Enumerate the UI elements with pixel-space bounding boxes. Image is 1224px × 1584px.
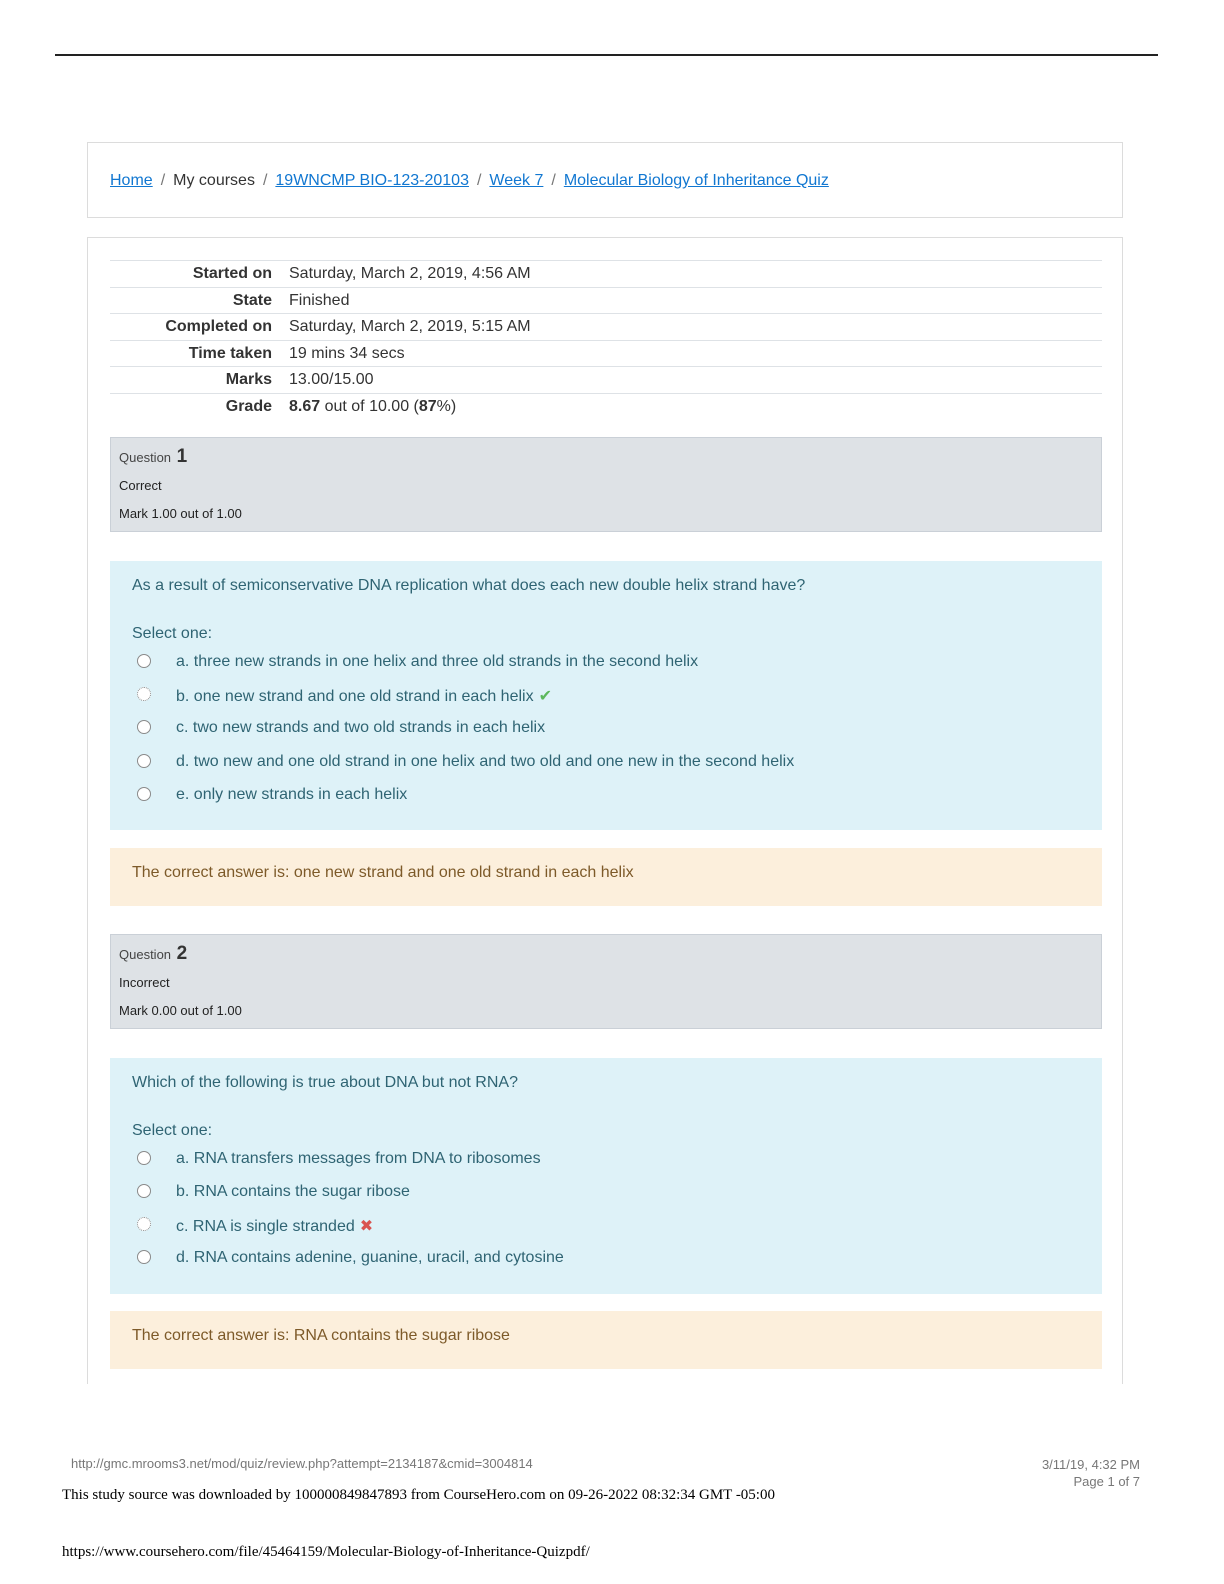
answer-label: b. RNA contains the sugar ribose — [176, 1183, 410, 1200]
grade-score: 8.67 — [289, 397, 321, 415]
feedback-text: The correct answer is: RNA contains the sugar ribose — [132, 1327, 510, 1344]
question-text: As a result of semiconservative DNA replication what does each new double helix strand have? — [132, 577, 806, 594]
radio-button[interactable] — [137, 1151, 151, 1165]
select-one-prompt: Select one: — [132, 1122, 213, 1139]
summary-label: State — [110, 287, 281, 314]
breadcrumb-separator: / — [262, 172, 268, 189]
correct-answer-feedback — [110, 1311, 1102, 1369]
breadcrumb-separator: / — [551, 172, 556, 189]
radio-button[interactable] — [137, 1250, 151, 1264]
summary-label: Grade — [110, 393, 281, 419]
summary-value: Finished — [281, 287, 1102, 314]
attempt-summary-table — [110, 260, 1102, 419]
radio-button[interactable] — [137, 720, 151, 734]
radio-button[interactable] — [137, 654, 151, 668]
answer-label: a. three new strands in one helix and three old strands in the second helix — [176, 653, 699, 670]
question-mark: Mark 1.00 out of 1.00 — [119, 506, 242, 521]
radio-button[interactable] — [137, 1184, 151, 1198]
summary-label: Time taken — [110, 340, 281, 367]
feedback-text: The correct answer is: one new strand and one old strand in each helix — [132, 864, 634, 881]
question-text: Which of the following is true about DNA but not RNA? — [132, 1074, 518, 1091]
question-number — [119, 446, 187, 468]
answer-label: e. only new strands in each helix — [176, 786, 408, 803]
grade-percent: 87 — [418, 397, 437, 415]
download-source-url: https://www.coursehero.com/file/45464159/Molecular-Biology-of-Inheritance-Quizpdf/ — [62, 1544, 590, 1560]
answer-label — [176, 1216, 373, 1236]
summary-row — [110, 340, 1102, 367]
question-label: Question — [119, 450, 172, 465]
answer-label: d. two new and one old strand in one helix and two old and one new in the second helix — [176, 753, 795, 770]
breadcrumb-home-link[interactable]: Home — [110, 172, 153, 189]
question-formulation — [110, 1058, 1102, 1294]
page-number: Page 1 of 7 — [1073, 1474, 1140, 1489]
summary-row-grade — [110, 393, 1102, 419]
question-number — [119, 943, 187, 965]
question-info — [110, 437, 1102, 532]
answer-label: a. RNA transfers messages from DNA to ribosomes — [176, 1150, 541, 1167]
answer-text: b. one new strand and one old strand in each helix — [176, 688, 534, 705]
check-icon: ✔ — [538, 688, 552, 705]
breadcrumb-my-courses: My courses — [173, 172, 255, 189]
breadcrumb-box — [87, 142, 1123, 218]
breadcrumb-separator: / — [476, 172, 482, 189]
radio-button-selected[interactable] — [137, 1217, 151, 1231]
top-rule — [55, 54, 1158, 56]
summary-label: Completed on — [110, 314, 281, 341]
summary-label: Started on — [110, 261, 281, 288]
radio-button-selected[interactable] — [137, 687, 151, 701]
summary-value: Saturday, March 2, 2019, 4:56 AM — [281, 261, 1102, 288]
question-state: Incorrect — [119, 975, 170, 990]
answer-label — [176, 686, 552, 706]
radio-button[interactable] — [137, 787, 151, 801]
grade-value — [281, 393, 1102, 419]
breadcrumb-separator: / — [160, 172, 166, 189]
question-state: Correct — [119, 478, 162, 493]
question-number-value: 1 — [176, 446, 188, 467]
print-date: 3/11/19, 4:32 PM — [1041, 1457, 1140, 1472]
answer-text: c. RNA is single stranded — [176, 1218, 355, 1235]
answer-label: d. RNA contains adenine, guanine, uracil, and cytosine — [176, 1249, 564, 1266]
summary-row — [110, 287, 1102, 314]
question-formulation — [110, 561, 1102, 830]
correct-answer-feedback — [110, 848, 1102, 906]
answer-label: c. two new strands and two old strands in each helix — [176, 719, 546, 736]
radio-button[interactable] — [137, 754, 151, 768]
question-number-value: 2 — [176, 943, 188, 964]
summary-row — [110, 314, 1102, 341]
breadcrumb — [110, 172, 829, 190]
cross-icon: ✖ — [359, 1218, 374, 1235]
summary-label: Marks — [110, 367, 281, 394]
breadcrumb-course-link[interactable]: 19WNCMP BIO-123-20103 — [275, 172, 469, 189]
question-mark: Mark 0.00 out of 1.00 — [119, 1003, 242, 1018]
grade-suffix: %) — [436, 397, 457, 415]
grade-out-of: out of 10.00 ( — [320, 397, 419, 415]
question-label: Question — [119, 947, 172, 962]
download-source-line: This study source was downloaded by 100000849847893 from CourseHero.com on 09-26-2022 08:32:34 GMT -05:00 — [62, 1487, 775, 1503]
print-footer-date — [1042, 1456, 1140, 1490]
summary-value: Saturday, March 2, 2019, 5:15 AM — [281, 314, 1102, 341]
summary-value: 19 mins 34 secs — [281, 340, 1102, 367]
summary-row — [110, 261, 1102, 288]
print-footer-url: http://gmc.mrooms3.net/mod/quiz/review.php?attempt=2134187&cmid=3004814 — [71, 1456, 533, 1471]
select-one-prompt: Select one: — [132, 625, 213, 642]
summary-row — [110, 367, 1102, 394]
summary-value: 13.00/15.00 — [281, 367, 1102, 394]
breadcrumb-week-link[interactable]: Week 7 — [489, 172, 544, 189]
question-info — [110, 934, 1102, 1029]
breadcrumb-quiz-link[interactable]: Molecular Biology of Inheritance Quiz — [563, 172, 829, 189]
